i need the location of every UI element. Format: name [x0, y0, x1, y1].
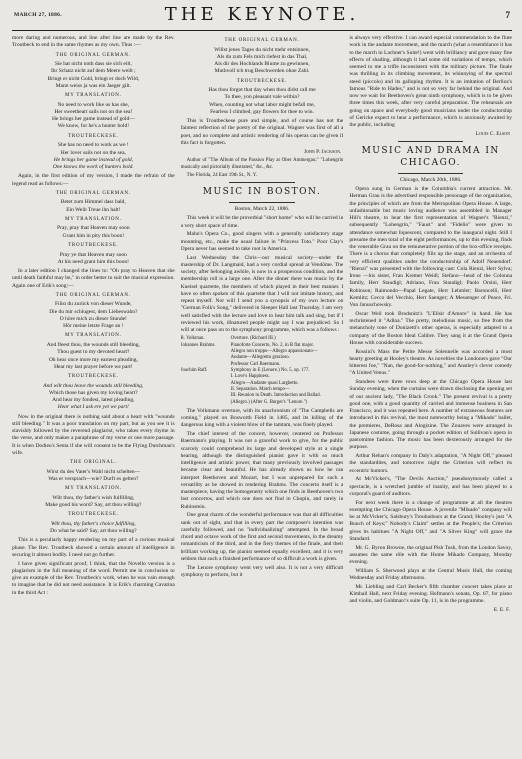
verse-line: Which those has given my loving heart? — [49, 389, 138, 396]
verse-line: Ihr Schatz nicht auf dem Meere weilt ; — [50, 68, 136, 75]
verse-heading: MY TRANSLATION. — [64, 333, 122, 339]
verse-line: Bringt er nicht Gold, bringt er doch Wild, — [47, 75, 140, 82]
verse-line: Pray ye that Heaven may soon — [59, 251, 127, 258]
verse-heading: MY TRANSLATION. — [64, 216, 122, 222]
verse-line: Als dir des Hochlands Blume zu gewinnen, — [214, 61, 310, 68]
paragraph: Arthur Rehan's company in Daly's adaptation, "A Night Off," pleased the standardites, and tomorrow night the Criterion will reflect its eccentric humors. — [349, 453, 513, 474]
verse-heading: MY TRANSLATION. — [64, 93, 122, 99]
programme-work: Overture. (Richard III.) — [230, 336, 276, 342]
programme-composer — [181, 400, 227, 406]
verse-line: Betet zum Himmel dass bald, — [60, 199, 126, 206]
verse — [12, 301, 175, 330]
verse-line: Ein Weib Treue ihn halt! — [66, 206, 121, 213]
verse-line: Hear my last prayer before we part! — [54, 363, 133, 370]
programme-work: Symphony in E (Lenore.) No. 5, op. 177. — [230, 367, 310, 373]
dateline: Chicago, March 20th, 1886. — [399, 176, 462, 183]
verse — [12, 521, 175, 536]
verse-heading: MY TRANSLATION. — [64, 486, 122, 492]
programme-work: Professor Carl Baermann. — [230, 361, 281, 367]
verse-line: O höre mich zu dieser Stunde! — [59, 315, 127, 322]
section-title-boston: MUSIC IN BOSTON. — [202, 187, 322, 198]
verse-heading: THE ORIGINAL GERMAN. — [55, 52, 131, 58]
verse-line: Wirst du des Vater's Wahl nicht schelten— — [46, 468, 141, 475]
paragraph: Last Wednesday the Chris—our musical society—under the mastership of Dr. Langmaid, had a very cordial spread at Vendôme. The society, after belonging awhile, is now in a prosperous condition, and the membership roll is a large one. After the dinner there was music by the Kneisel quartette, the members of which played in their best manner. I have so often spoken of this quartette that I will not imitate history, and repeat myself. Nor will I send you a synopsis of my own lecture on "German Folk's Song," delivered in Sleeper Hall last Thursday. I am very well satisfied with the lecture and love to hear him talk and sing, but if I reviewed his work, illnatured people might say I was prejudiced. So I will at once pass on to the symphony programme, which was a follows : — [180, 254, 344, 334]
verse-line: Mann weiss ja was ein Jaeger gilt. — [55, 82, 131, 89]
verse-line: We know, for he's a hunter bold! — [57, 123, 130, 130]
verse-line: Was er versprach—wie? Durft es gelten? — [48, 475, 139, 482]
programme-work: I. Love's Happiness. — [230, 374, 270, 380]
paragraph: The chief interest of the concert, however, centered on Professor Baermann's playing. It was not a graceful work to give, for the public scarcely could comprehend its large and developed style at a single hearing, although the distinguished pianist gave it with so much intelligence and artistic power, that many previously involved passages became clear and beautiful. He has already shown us how he can interpret Beethoven and Mozart, but I was unprepared for such a versatility as he showed in rendering Brahms. The concerto itself is a masterpiece, having the homogeneity which one finds in Beethoven's two last concertos, and which one does not find in Chopin, and rarely in Rubinstein. — [180, 431, 344, 510]
author-address: The Florida, 24 East 19th St., N. Y. — [186, 172, 257, 178]
verse-heading: TROUTBECKESE. — [68, 374, 119, 379]
page-number: 7 — [505, 10, 510, 20]
verse-line: At his need grant him this boon! — [57, 258, 129, 265]
author-signature: E. E. F. — [493, 607, 511, 613]
verse-heading: TROUTBECKESE. — [236, 78, 288, 84]
programme-work: Andante—Allegretto grazioso. — [230, 355, 290, 361]
verse — [12, 469, 175, 484]
verse-heading: TROUTBECKESE. — [68, 133, 119, 139]
verse — [12, 342, 175, 371]
verse — [12, 495, 175, 510]
paragraph: William S. Sherwood plays at the Central Music Hall, the coming Wednesday and Friday afternoons. — [349, 567, 513, 581]
paragraph: Rossini's Mass the Petite Messe Solennelle was accorded a most hearty greeting at Hooley's theatre. As novelties the Londoners gave "Our bitterest foe," "Nan, the good-for-nothing," and Anstley's clever comedy "A United Venus." — [349, 348, 513, 377]
verse — [12, 61, 175, 90]
verse-line: She has no need to work as we ! — [57, 142, 129, 149]
verse-line: Fiñst du zurück von dieser Wunde, — [55, 301, 132, 308]
verse-line: No need to work like us has she, — [57, 101, 130, 108]
masthead — [12, 4, 512, 31]
verse — [181, 87, 344, 116]
paragraph: The Lenore symphony went very well also. It is not a very difficult symphony to perform, but it — [180, 564, 344, 578]
verse-line: And hear my fondest, latest pleading, — [52, 397, 135, 404]
paragraph: At McVicker's, "The Devils Auction," pseudonymously called a spectacle, is a wretched jumble of inanity, and has been played to a corporal's guard of auditors. — [349, 476, 513, 497]
paragraph: This week it will be the proverbial "short home" who will be curried in a very short space of time. — [180, 215, 344, 229]
verse-line: And wilt thou leave the wounds still bleeding, — [43, 382, 144, 389]
verse-line: Willst jenes Tages du nicht mehr entsinnen, — [214, 46, 310, 53]
programme-row — [181, 400, 344, 406]
verse-line: Wilt thou, thy father's choice fulfilling, — [50, 520, 136, 527]
verse-line: And fleest thou, the wounds still bleeding, — [46, 342, 140, 348]
verse — [12, 142, 175, 171]
paragraph: The Volkmann overture, with its anachronism of "The Campbells are coming," played on Bosworth Field in 1485, and its killing of the dangerous king with a violent blow of the tamtam, was finely played. — [180, 407, 344, 429]
verse-line: Thou guest to my devoted heart? — [57, 349, 130, 356]
verse-heading: TROUTBECKESE. — [68, 512, 119, 518]
verse-line: Hör meine letzte Frage an ! — [63, 323, 124, 330]
verse-line: Do what he said? Say, art thou willing? — [50, 528, 137, 535]
column-2 — [181, 35, 344, 759]
verse — [12, 102, 175, 131]
verse — [181, 47, 344, 76]
verse — [12, 383, 175, 412]
paragraph: Mahn's Opera Co., good singers with a generally satisfactory stage mounting, etc., make the usual failure in "Princess Toto." Poor Clay's Opera never has seemed to take root in America. — [180, 231, 344, 252]
programme-work: Allegro non troppo—Allegro appassionato— — [230, 349, 318, 354]
paragraph: This is a peculiarly happy rendering on my part of a curious musical phase. The Rev. Troutbeck showed a certain amount of intelligence in securing it almost bodily. I need not go further. — [12, 537, 175, 558]
verse-line: Hear what I ask ere yet we part! — [57, 404, 129, 411]
programme-composer: R. Volkman. — [180, 336, 205, 342]
divider — [229, 182, 294, 183]
verse — [12, 225, 175, 240]
paragraph: Standees were three rows deep at the Chicago Opera House last Sunday evening, when the curtains were drawn disclosing the opening set of our ancient lady, "The Black Crook." The present revival is a pretty good one, with a good quantity of carried and immense business in San Francisco, and it was repeated here. A number of extraneous features are introduced in this revival, the most noteworthy being a "Mikado" ballet, the premieres, DeRosa and Alogizine. The Zouaves were arranged in Japanese costume, going through a pocket edition of Sullivan's opera in pantomime fashion. The music has been dexterously arranged for the purpose. — [349, 379, 513, 451]
dateline: Boston, March 22, 1886. — [234, 206, 290, 213]
paragraph: I have given significant proof, I think, that the Novello version is a plagiarism in the full meaning of the word. Permit me in conclusion to give an example of the Rev. Troutbeck's work, when he was vain enough to imagine that he did not need assistance. It is Erik's charming Cavatina in the third Act : — [12, 560, 175, 596]
verse-line: Fearless I climbed, gay flowers for thee to win. — [210, 108, 314, 115]
paragraph: more daring and numerous, and line after line are made by the Rev. Troutbeck to end in the same rhymes as my own. Thus :— — [12, 35, 175, 49]
programme-composer: Joachim Raff. — [180, 367, 208, 373]
verse-line: When, counting not what labor might befall me, — [209, 101, 315, 108]
verse-heading: THE ORIGINAL GERMAN. — [224, 38, 300, 43]
verse-heading: THE ORIGINAL. — [69, 460, 117, 466]
programme-composer: Johannes Brahms. — [180, 342, 216, 348]
publication-title: THE KEYNOTE. — [164, 4, 360, 25]
verse-line: Die du mir schlugest, dem Liebeswahn? — [49, 308, 138, 315]
verse-line: To thee, yon pleasant vale within? — [224, 94, 300, 101]
issue-date: MARCH 27, 1886. — [14, 12, 62, 18]
verse-heading: THE ORIGINAL GERMAN. — [55, 292, 131, 298]
paragraph: One great charm of the wonderful performance was that all difficulties sank out of sight, and that in every part the composer's intention was carefully followed, and no "individualizing" attempted. In the broad chord and octave work of the first and second movements, in the dreamy romanticism of the third, and in the fiery themes of the finale, and their brilliant working up, the pianist seemed equally excellent, and it is very seldom that such a finished performance of so difficult a work is given. — [180, 512, 344, 562]
paragraph: is always very effective. I can award especial commendation to the flute work in the andante movement, and the march (what a resemblance it has to the march in Lachner's Suite!) went with brilliancy and gave many fine effects of shading, although it had some old variations of tempo, which seemed to me a trifle inconsistent with the military picture. The finale was thrilling in its climbing movement, its whinnying of the spectral steed (piccolo) and its galloping rhythm. It is an imitation of Berlioz's famous "Ride to Hades," and is not so very far behind the original. And now we wait for Beethoven's great ninth symphony, which is to be given three times this week, after very careful preparation. The rehearsals are going on apace and everybody good musicians under the conductorship of Gericke expect to hear a performance, which is anxiously awaited by the public, including — [349, 35, 513, 128]
column-1 — [12, 35, 175, 759]
column-3 — [349, 35, 512, 759]
paragraph: In a later edition I changed the lines to: "Oh pray to Heaven that she until death faithful may be," in order better to suit the musical expression. Again one of Erik's song:— — [12, 268, 175, 289]
verse-line: Has thou forgot that day when thou didst call me — [208, 87, 316, 94]
verse-heading: TROUTBECKESE. — [68, 242, 119, 248]
verse-line: Grant him in pity this boon! — [62, 232, 125, 239]
verse-line: Pray, pray that Heaven may soon — [57, 225, 130, 232]
programme-work: III. Reunion in Death. Introduction and Ballad. — [230, 393, 321, 399]
section-title-chicago: MUSIC AND DRAMA IN CHICAGO. — [361, 146, 500, 168]
verse-line: Make good his word? Say, art thou willing? — [45, 502, 142, 509]
programme-work: Allegro—Andante quasi Larghetto. — [230, 380, 299, 386]
paragraph: Again, in the first edition of my version, I made the refrain of the legend read as follows:— — [12, 173, 175, 187]
verse-line: He brings her game instead of gold, — [53, 156, 133, 163]
programme-work: Pianoforte Concerto, No. 2, in B flat major. — [230, 342, 314, 348]
divider — [398, 141, 463, 142]
author-note: Author of "The Album of the Passion Play at Ober Ammergau;" "Lohengrin musically and pictorially illustrated," &c., &c. — [180, 157, 344, 170]
author-signature: Louis C. Elson — [475, 130, 511, 137]
programme-work: II. Separation. March tempo— — [230, 386, 290, 392]
verse-line: Her sweetheart sails not on the sea! — [54, 108, 133, 115]
divider — [229, 202, 294, 203]
paragraph: Opera sung in German is the Columbia's current attraction. Mr. Herman Grau is the advertised responsible personage of the organization, the principles of which are from the Metropolitan Opera House. A large, unfashionable but music loving audience was assembled in Manager Hill's theatre, to hear the first representation of Wagner's "Rienzi," subsequently "Lohengrin," "Faust" and "Fidelio" were given to attendance somewhat liquescent, compared to the inaugural night. Still I presume the men total of the eight performances, up to this evening, finds the venerable Grau on the remunerative portion of the box-office receipts. There is a chorus that completely fills up the stage, and an orchestra of very efficient qualities under the conductorship of Adolf Neuendorf. "Rienzi" was presented with the following cast: Cola Rienzi, Herr Sylva; Irene —his sister, Fran Kremer Weidl; Stefano—head of the Colonna family, Herr Staudigl; Adriano, Frau Staudigl; Paolo Orsini, Herr Robinson; Raimondo—Papal Legate, Herr Lehmler; Baroncelli, Herr Kemlitz; Cecco del Vecchio, Herr Saenger; A Messenger of Peace, Fri. Von Januschowsky. — [349, 186, 513, 308]
verse-line: Oh hear once more my earnest pleading, — [48, 356, 138, 363]
verse — [12, 199, 175, 214]
programme-work: (Allegro.) (After G. Burger's "Lenore.") — [230, 399, 308, 405]
paragraph: Oscar Weil took Brodsnitz's "L'Elisir d'Amore" in hand. He has rechristened it "Adina." The pretty, melodious music, so free from the melancholy tone of Donizetti's other operas, is especially adapted to a company of the Boston Ideal Calibre. They sang it at the Grand Opera House with considerable success. — [349, 310, 513, 346]
verse-line: Her lover sails not on the sea, — [60, 149, 126, 156]
paragraph: Now in the original there is nothing said about a heart with "wounds still bleeding." It was a poor translation on my part, but as you see it is slavishly followed by the reverend plagiarist, who takes every rhyme in the verse, and only makes a paraphrase of my verse or one more passage. It is when Dodieu's Senta if she will consent to be the Flying Dutchman's wife. — [12, 413, 175, 456]
paragraph: Mr. Liebling and Carl Becker's fifth chamber concert takes place at Kimball Hall, next Friday evening. Hofmann's sonata, Op. 67, for piano and violin, and Goldmarc's suite Op. 11, is in the programme. — [349, 583, 513, 605]
verse-line: Wilt thou, thy father's wish fulfilling, — [52, 494, 135, 501]
verse-line: Als du zum Fels mich riefest in das Thal, — [216, 53, 308, 60]
verse — [12, 252, 175, 267]
paragraph: Mr. G. Byron Browne, the original Pish Tush, from the London Savoy, assumes the same rôle with the Home Mikado Company, Monday evening. — [349, 544, 513, 565]
verse-line: He brings her game instead of gold— — [51, 116, 135, 123]
verse-line: Muthvoll ich trug Beschwerden ohne Zahl. — [214, 68, 310, 75]
paragraph: This is Troutbeckese pure and simple, and of course has not the faintest reflection of the poetry of the original. Wagner was first of all a poet, and no complete and artistic rendering of his operas can be given if this fact is forgotten. — [180, 118, 344, 146]
verse-line: Sie hat nicht noth dass sie sich eilt, — [54, 61, 132, 68]
concert-programme — [181, 336, 344, 406]
paragraph: For next week there is a change of programme at all the theatres exempting the Chicago Opera House. A juvenile "Mikado" company will be at McVicker's; Salsbury's Troubadours at the Grand; Hooley's just "A Bunch of Keys;" Nobody's Claim" settles at the People's; the Criterion gives its habitues "A Night Off," and "A Silver King" will grace the Standard. — [349, 499, 513, 542]
verse-line: One knows the work of hunters bold. — [52, 164, 134, 171]
author-signature: John P. Jackson. — [304, 148, 342, 155]
divider — [398, 173, 463, 174]
verse-heading: THE ORIGINAL GERMAN. — [55, 190, 131, 196]
